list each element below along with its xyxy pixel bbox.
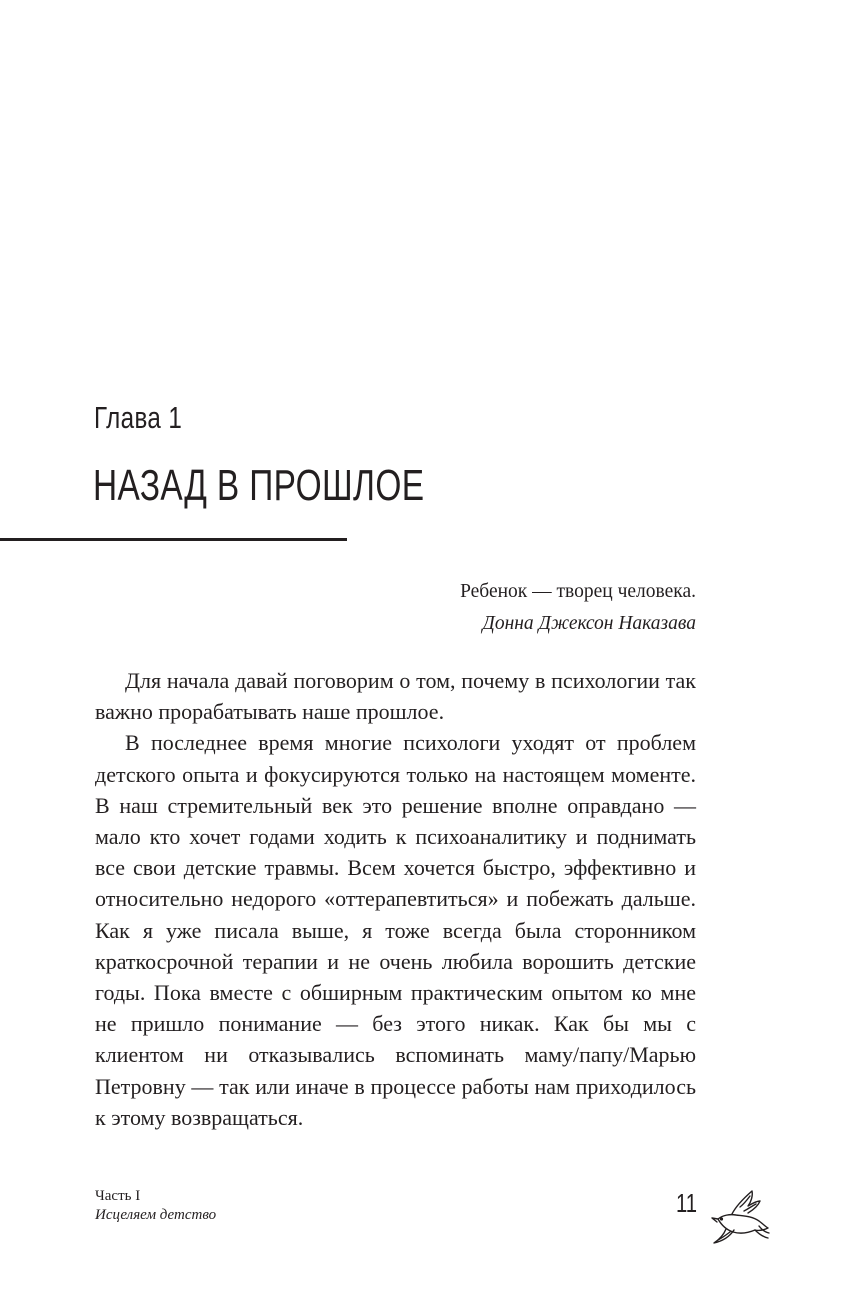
epigraph-quote: Ребенок — творец человека.: [460, 581, 696, 602]
footer-part-label: Часть I: [95, 1188, 141, 1204]
chapter-title: НАЗАД В ПРОШЛОЕ: [93, 461, 425, 510]
page-number: 11: [676, 1188, 698, 1218]
footer-part: [95, 1187, 216, 1225]
body-text: [95, 665, 696, 1133]
bird-icon: [706, 1188, 770, 1248]
chapter-label: Глава 1: [94, 400, 183, 435]
epigraph: [460, 576, 696, 640]
chapter-rule: [0, 538, 347, 541]
paragraph: В последнее время многие психологи уходят от проблем детского опыта и фокусируются только на настоящем моменте. В наш стремительный век это решение вполне оправдано — мало кто хочет годами ходить к психоаналитику и поднимать все свои детские травмы. Всем хочется быстро, эффективно и относительно недорого «оттерапевтиться» и побежать дальше. Как я уже писала выше, я тоже всегда была сторонником краткосрочной терапии и не очень любила ворошить детские годы. Пока вместе с обширным практическим опытом ко мне не пришло понимание — без этого никак. Как бы мы с клиентом ни отказывались вспоминать маму/папу/Марью Петровну — так или иначе в процессе работы нам приходилось к этому возвращаться.: [95, 730, 696, 1130]
footer-book-title: Исцеляем детство: [95, 1207, 217, 1223]
paragraph: Для начала давай поговорим о том, почему в психологии так важно прорабатывать наше прошлое.: [95, 668, 696, 725]
epigraph-author: Донна Джексон Наказава: [482, 613, 696, 634]
